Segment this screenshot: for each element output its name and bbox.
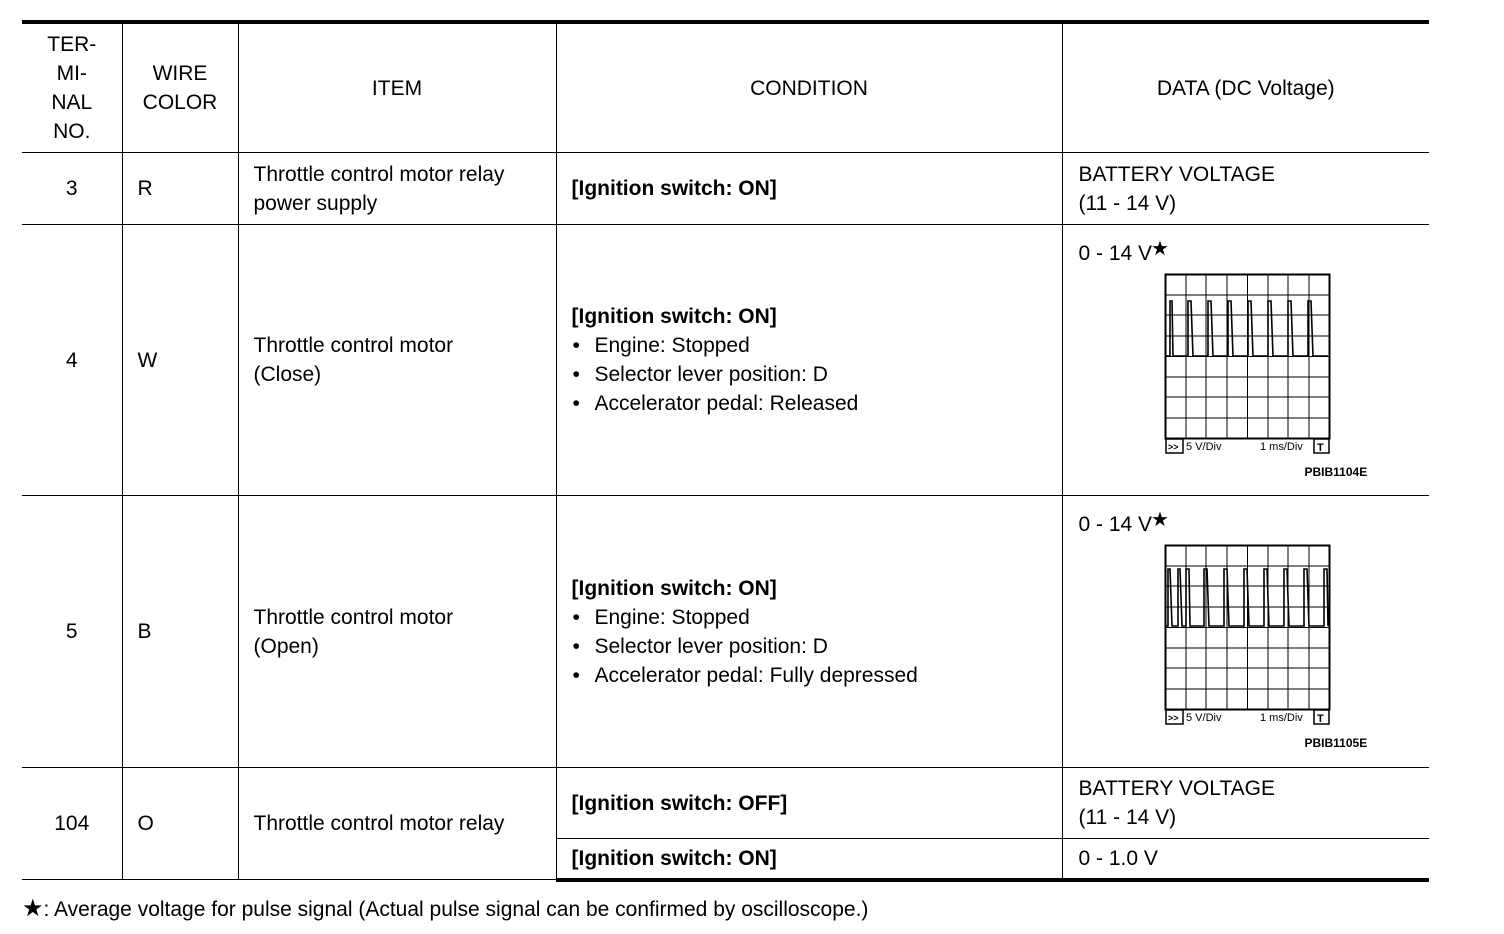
condition-heading: [Ignition switch: OFF]	[571, 791, 788, 815]
header-item: ITEM	[238, 22, 556, 153]
condition-heading: [Ignition switch: ON]	[571, 846, 777, 870]
wire-color: W	[122, 225, 238, 496]
scope-time-label: 1 ms/Div	[1259, 712, 1303, 724]
condition-heading: [Ignition switch: ON]	[571, 305, 777, 328]
condition-cell	[556, 225, 1062, 496]
scope-trigger: T	[1316, 442, 1324, 454]
condition-bullet: • Engine: Stopped	[572, 603, 1062, 632]
item-line: Throttle control motor	[253, 605, 454, 629]
voltage-text: 0 - 14 V	[1078, 513, 1153, 536]
condition-cell	[556, 839, 1062, 880]
scope-marker: >>	[1167, 442, 1179, 452]
header-wire-line: COLOR	[142, 91, 218, 114]
header-condition: CONDITION	[556, 22, 1062, 153]
voltage-text: 0 - 14 V	[1078, 242, 1153, 265]
data-line: BATTERY VOLTAGE	[1078, 777, 1275, 800]
footnote-text: : Average voltage for pulse signal (Actual pulse signal can be confirmed by oscilloscope.)	[43, 898, 869, 921]
oscilloscope-waveform	[1164, 273, 1332, 457]
scope-volts-label: 5 V/Div	[1185, 441, 1221, 453]
figure-id: PBIB1105E	[1304, 736, 1368, 750]
data-cell	[1062, 839, 1429, 880]
condition-bullet: • Accelerator pedal: Fully depressed	[572, 661, 1062, 690]
item-cell: Throttle control motor relay	[238, 768, 556, 880]
figure-id: PBIB1104E	[1304, 465, 1368, 479]
item-line: power supply	[253, 191, 378, 215]
scope-volts-label: 5 V/Div	[1185, 712, 1221, 724]
condition-cell	[556, 496, 1062, 768]
header-terminal-line: NAL	[51, 91, 93, 114]
header-wire-line: WIRE	[152, 62, 208, 85]
header-row	[22, 22, 1429, 153]
condition-bullet: • Engine: Stopped	[572, 331, 1062, 360]
wire-color: B	[122, 496, 238, 768]
data-line: 0 - 1.0 V	[1078, 846, 1158, 870]
table-row	[22, 225, 1429, 496]
data-cell	[1062, 768, 1429, 839]
terminal-number: 3	[22, 153, 122, 225]
star-icon: ★	[1151, 238, 1169, 260]
header-terminal-line: NO.	[53, 120, 91, 143]
header-terminal-line: TER-	[47, 33, 97, 56]
data-line: (11 - 14 V)	[1078, 191, 1177, 215]
data-cell	[1062, 225, 1429, 496]
star-icon: ★	[1151, 509, 1169, 531]
terminal-number: 104	[22, 768, 122, 880]
voltage-value	[1079, 235, 1430, 268]
condition-bullet: • Selector lever position: D	[572, 632, 1062, 661]
header-wire-color	[122, 22, 238, 153]
table-row	[22, 768, 1429, 839]
star-icon: ★	[22, 895, 44, 922]
footnote	[22, 894, 868, 924]
item-line: (Close)	[253, 363, 322, 386]
terminal-number: 5	[22, 496, 122, 768]
header-data: DATA (DC Voltage)	[1062, 22, 1429, 153]
data-line: (11 - 14 V)	[1078, 806, 1177, 829]
wire-color: R	[122, 153, 238, 225]
condition-heading: [Ignition switch: ON]	[571, 177, 777, 200]
header-terminal	[22, 22, 122, 153]
item-line: Throttle control motor relay	[253, 162, 505, 186]
item-line: Throttle control motor	[253, 334, 454, 357]
condition-cell	[556, 768, 1062, 839]
item-cell	[238, 496, 556, 768]
condition-cell	[556, 153, 1062, 225]
scope-trigger: T	[1316, 713, 1324, 725]
data-cell	[1062, 153, 1429, 225]
item-cell	[238, 153, 556, 225]
scope-marker: >>	[1167, 713, 1179, 723]
scope-time-label: 1 ms/Div	[1259, 441, 1303, 453]
wire-color: O	[122, 768, 238, 880]
oscilloscope-waveform	[1164, 544, 1332, 728]
header-terminal-line: MI-	[56, 62, 87, 85]
item-line: (Open)	[253, 634, 319, 658]
terminal-number: 4	[22, 225, 122, 496]
condition-heading: [Ignition switch: ON]	[571, 576, 777, 600]
voltage-value	[1079, 506, 1430, 539]
condition-bullet: • Selector lever position: D	[572, 360, 1062, 389]
data-cell	[1062, 496, 1429, 768]
condition-bullet: • Accelerator pedal: Released	[572, 389, 1062, 418]
table-row	[22, 153, 1429, 225]
data-line: BATTERY VOLTAGE	[1078, 162, 1275, 186]
table-row	[22, 496, 1429, 768]
terminal-data-table	[22, 20, 1429, 882]
item-cell	[238, 225, 556, 496]
